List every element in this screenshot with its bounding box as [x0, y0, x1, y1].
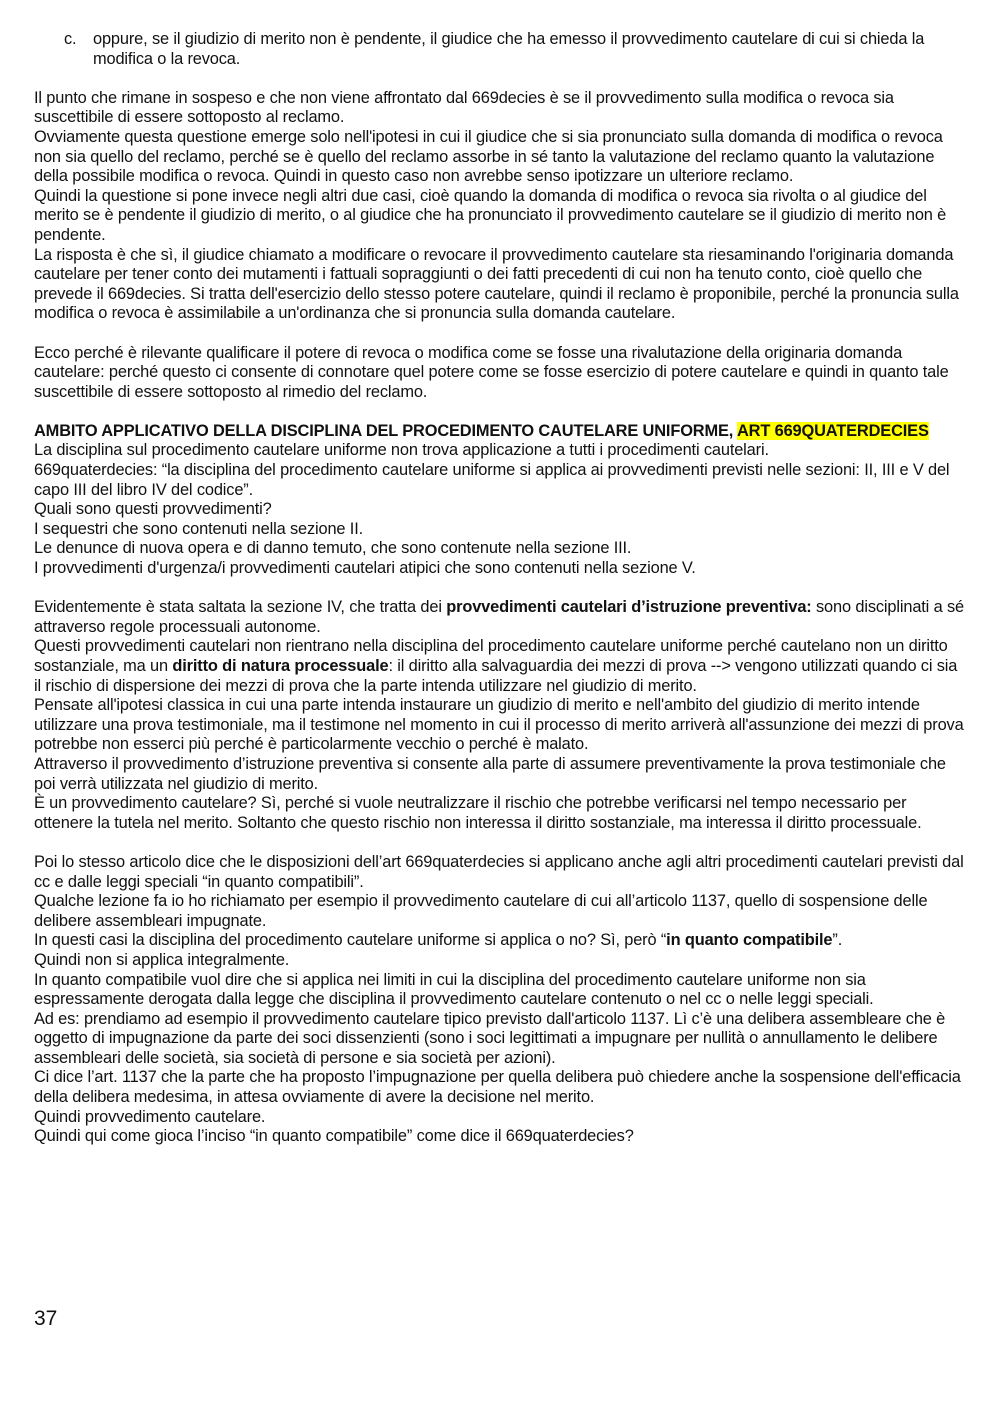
bold-text: diritto di natura processuale [172, 657, 389, 675]
paragraph: Pensate all'ipotesi classica in cui una parte intenda instaurare un giudizio di merito e nell'ambito del giudizio di merito intende utilizzare una prova testimoniale, ma il testimone nel momento in cui il processo di merito arriverà all'assunzione dei mezzi di prova potrebbe non esserci più perché è particolarmente vecchio o perché è malato. [34, 696, 964, 754]
paragraph: Quindi non si applica integralmente. [34, 950, 290, 969]
heading-highlight: ART 669QUATERDECIES [736, 421, 929, 440]
paragraph: Ad es: prendiamo ad esempio il provvedimento cautelare tipico previsto dall'articolo 1137. Lì c’è una delibera assembleare che è oggetto di impugnazione da parte dei soci dissenzienti (sono i soci legittimati a impugnare per nullità o annullamento le delibere assembleari delle società, sia società di persone e sia società per azioni). [34, 1009, 946, 1067]
list-marker: c. [64, 30, 77, 48]
paragraph: Quindi la questione si pone invece negli altri due casi, cioè quando la domanda di modifica o revoca sia rivolta o al giudice del merito se è pendente il giudizio di merito, o al giudice che ha pronunciato il provvedimento cautelare se il giudizio di merito non è pendente. [34, 186, 947, 244]
paragraph: La risposta è che sì, il giudice chiamato a modificare o revocare il provvedimento cautelare sta riesaminando l'originaria domanda cautelare per tener conto dei mutamenti i fattuali sopraggiunti o dei fatti precedenti di cui non ha tenuto conto, cioè quello che prevede il 669decies. Si tratta dell'esercizio dello stesso potere cautelare, quindi il reclamo è proponibile, perché la pronuncia sulla modifica o revoca è assimilabile a un'ordinanza che si pronuncia sulla domanda cautelare. [34, 245, 959, 323]
paragraph: Quindi qui come gioca l’inciso “in quanto compatibile” come dice il 669quaterdecies? [34, 1127, 634, 1146]
text-run: Questi provvedimenti cautelari non rientrano nella disciplina del procedimento cautelare uniforme perché cautelano non un diritto sostanziale, ma un [34, 637, 948, 675]
text-run: sono disciplinati a sé attraverso regole processuali autonome. [34, 598, 964, 636]
paragraph: Ci dice l’art. 1137 che la parte che ha proposto l’impugnazione per quella delibera può chiedere anche la sospensione dell'efficacia della delibera medesima, in attesa ovviamente di avere la decisione nel merito. [34, 1068, 961, 1107]
page-number: 37 [34, 1307, 58, 1330]
paragraph-gap [34, 402, 966, 422]
paragraph: Ecco perché è rilevante qualificare il potere di revoca o modifica come se fosse una rivalutazione della originaria domanda cautelare: perché questo ci consente di connotare quel potere come se fosse esercizio di potere cautelare e quindi in quanto tale suscettibile di essere sottoposto al rimedio del reclamo. [34, 343, 949, 401]
paragraph-gap [34, 69, 966, 89]
list-item-text: oppure, se il giudizio di merito non è pendente, il giudice che ha emesso il provvedimento cautelare di cui si chieda la modifica o la revoca. [93, 30, 925, 68]
text-run: Evidentemente è stata saltata la sezione IV, che tratta dei [34, 598, 447, 617]
bold-text: in quanto compatibile [666, 931, 833, 950]
paragraph: Quali sono questi provvedimenti? [34, 500, 272, 519]
paragraph: Quindi provvedimento cautelare. [34, 1107, 266, 1126]
text-run: : il diritto alla salvaguardia dei mezzi di prova --> vengono utilizzati quando ci sia il rischio di dispersione dei mezzi di prova che la parte intenda utilizzare nel giudizio di merito. [34, 657, 958, 695]
paragraph-gap [34, 324, 966, 344]
paragraph [34, 598, 966, 637]
paragraph: Le denunce di nuova opera e di danno temuto, che sono contenute nella sezione III. [34, 539, 632, 558]
text-run: ”. [832, 931, 843, 950]
paragraph [34, 931, 966, 951]
paragraph: La disciplina sul procedimento cautelare uniforme non trova applicazione a tutti i procedimenti cautelari. [34, 441, 769, 460]
paragraph: In quanto compatibile vuol dire che si applica nei limiti in cui la disciplina del procedimento cautelare uniforme non sia espressamente derogata dalla legge che disciplina il provvedimento cautelare contenuto o nel cc o nelle leggi speciali. [34, 970, 874, 1009]
paragraph: Poi lo stesso articolo dice che le disposizioni dell’art 669quaterdecies si applicano anche agli altri procedimenti cautelari previsti dal cc e dalle leggi speciali “in quanto compatibili”. [34, 852, 964, 891]
paragraph-gap [34, 833, 966, 853]
paragraph: Il punto che rimane in sospeso e che non viene affrontato dal 669decies è se il provvedimento sulla modifica o revoca sia suscettibile di essere sottoposto al reclamo. [34, 88, 894, 127]
paragraph: Attraverso il provvedimento d’istruzione preventiva si consente alla parte di assumere preventivamente la prova testimoniale che poi verrà utilizzata nel giudizio di merito. [34, 754, 946, 793]
section-heading [34, 422, 966, 442]
paragraph [34, 637, 966, 696]
document-body [34, 30, 966, 1147]
paragraph: Qualche lezione fa io ho richiamato per esempio il provvedimento cautelare di cui all’articolo 1137, quello di sospensione delle delibere assembleari impugnate. [34, 892, 928, 930]
paragraph-gap [34, 579, 966, 599]
paragraph: 669quaterdecies: “la disciplina del procedimento cautelare uniforme si applica ai provvedimenti previsti nelle sezioni: II, III e V del capo III del libro IV del codice”. [34, 461, 950, 499]
paragraph: I sequestri che sono contenuti nella sezione II. [34, 519, 364, 538]
heading-text: AMBITO APPLICATIVO DELLA DISCIPLINA DEL PROCEDIMENTO CAUTELARE UNIFORME, [34, 421, 737, 440]
text-run: In questi casi la disciplina del procedimento cautelare uniforme si applica o no? Sì, però “ [34, 931, 667, 950]
paragraph: Ovviamente questa questione emerge solo nell'ipotesi in cui il giudice che si sia pronunciato sulla domanda di modifica o revoca non sia quello del reclamo, perché se è quello del reclamo assorbe in sé tanto la valutazione del reclamo quanto la valutazione della possibile modifica o revoca. Quindi in questo caso non avrebbe senso ipotizzare un ulteriore reclamo. [34, 127, 943, 186]
bold-text: provvedimenti cautelari d’istruzione preventiva: [446, 598, 812, 617]
paragraph: I provvedimenti d'urgenza/i provvedimenti cautelari atipici che sono contenuti nella sezione V. [34, 559, 696, 578]
paragraph: È un provvedimento cautelare? Sì, perché si vuole neutralizzare il rischio che potrebbe verificarsi nel tempo necessario per ottenere la tutela nel merito. Soltanto che questo rischio non interessa il diritto sostanziale, ma interessa il diritto processuale. [34, 794, 922, 832]
list-item [34, 30, 966, 69]
